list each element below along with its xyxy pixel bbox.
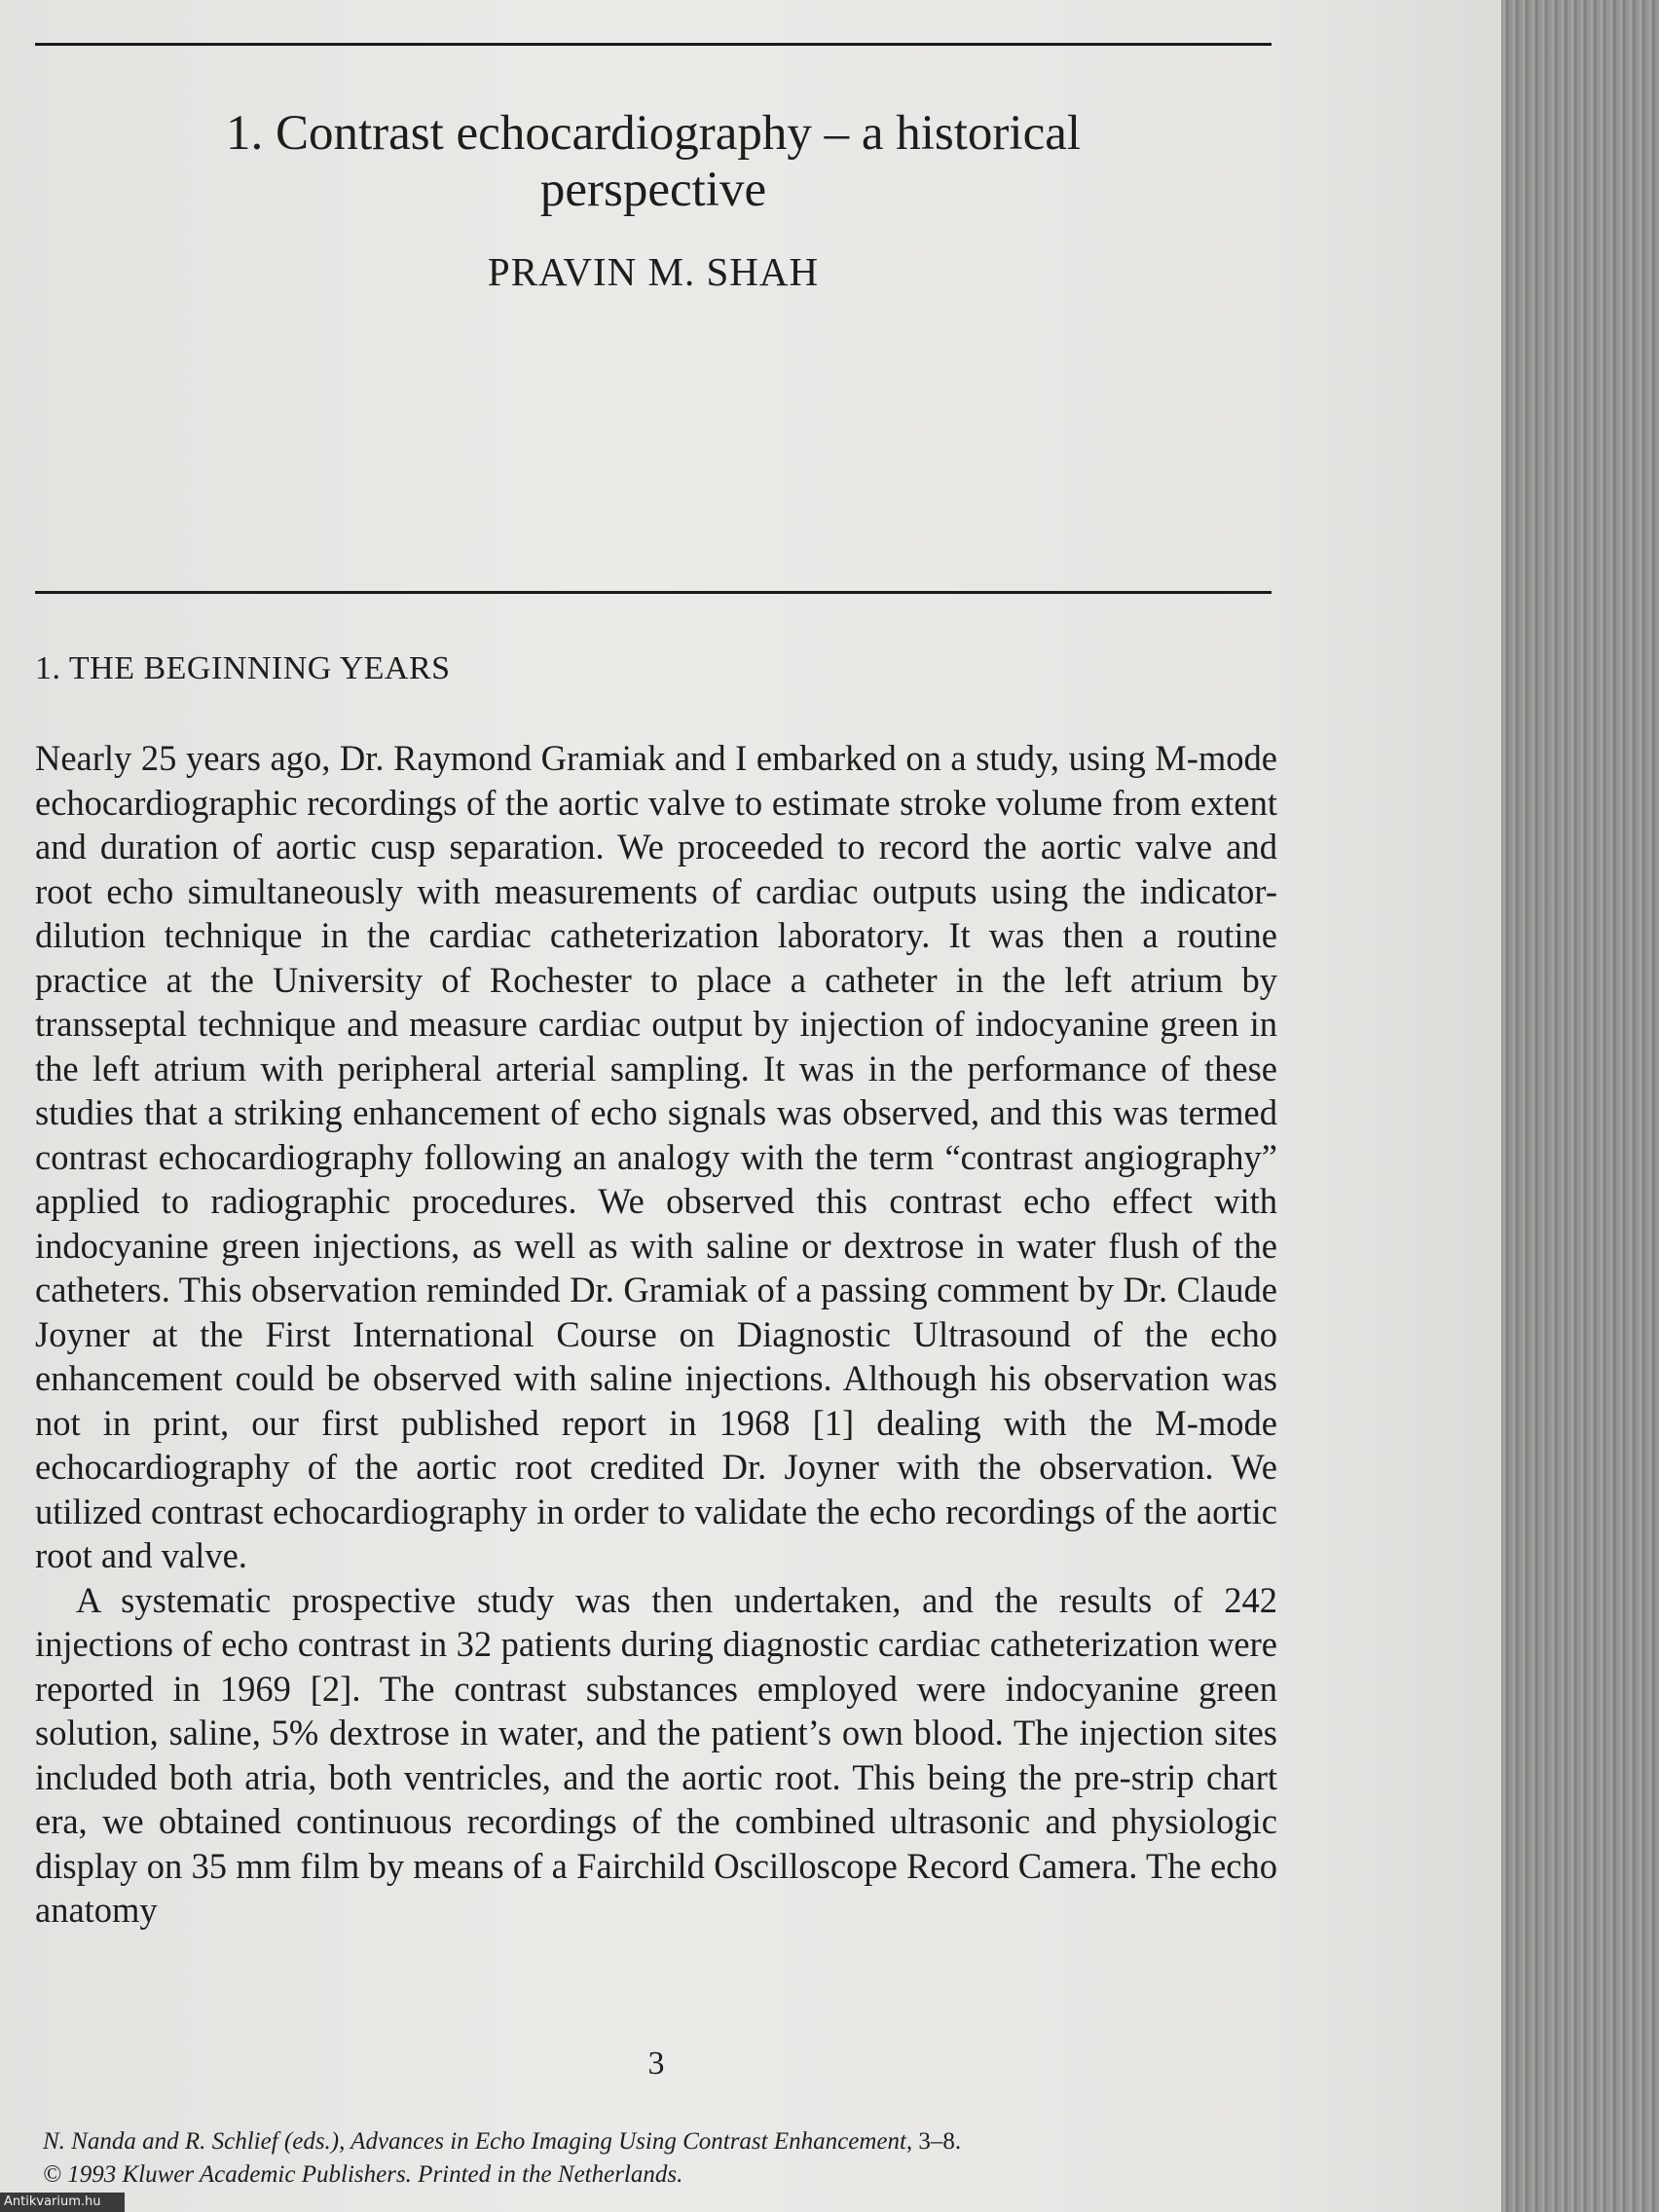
chapter-title-line-2: perspective <box>539 163 767 217</box>
section-heading: 1. THE BEGINNING YEARS <box>35 650 451 686</box>
chapter-title-line-1: 1. Contrast echocardiography – a historical <box>225 106 1082 161</box>
author-name: PRAVIN M. SHAH <box>487 249 820 294</box>
watermark: Antikvarium.hu <box>0 2193 125 2212</box>
chapter-title <box>35 105 1272 218</box>
top-rule <box>35 43 1272 46</box>
book-binding-edge <box>1501 0 1659 2212</box>
paragraph-2: A systematic prospective study was then undertaken, and the results of 242 injections of echo contrast in 32 patients during diagnostic cardiac catheterization were reported in 1969 [2]. The contrast substances employed were indocyanine green solution, saline, 5% dextrose in water, and the patient’s own blood. The injection sites included both atria, both ventricles, and the aortic root. This being the pre-strip chart era, we obtained continuous recordings of the combined ultrasonic and physiologic display on 35 mm film by means of a Fairchild Oscilloscope Record Camera. The echo anatomy <box>35 1579 1277 1930</box>
header-bottom-rule <box>35 591 1272 594</box>
footnote-copyright: © 1993 Kluwer Academic Publishers. Printed in the Netherlands. <box>43 2161 683 2188</box>
paragraph-1: Nearly 25 years ago, Dr. Raymond Gramiak and I embarked on a study, using M-mode echocardiographic recordings of the aortic valve to estimate stroke volume from extent and duration of aortic cusp separation. We proceeded to record the aortic valve and root echo simultaneously with measurements of cardiac outputs using the indicator-dilution technique in the cardiac catheterization laboratory. It was then a routine practice at the University of Rochester to place a catheter in the left atrium by transseptal technique and measure cardiac output by injection of indocyanine green in the left atrium with peripheral arterial sampling. It was in the performance of these studies that a striking enhancement of echo signals was observed, and this was termed contrast echocardiography following an analogy with the term “contrast angiography” applied to radiographic procedures. We observed this contrast echo effect with indocyanine green injections, as well as with saline or dextrose in water flush of the catheters. This observation reminded Dr. Gramiak of a passing comment by Dr. Claude Joyner at the First International Course on Diagnostic Ultrasound of the echo enhancement could be observed with saline injections. Although his observation was not in print, our first published report in 1968 [1] dealing with the M-mode echocardiography of the aortic root credited Dr. Joyner with the observation. We utilized contrast echocardiography in order to validate the echo recordings of the aortic root and valve. <box>35 738 1277 1575</box>
body-text <box>35 736 1277 1933</box>
page-number: 3 <box>647 2046 665 2082</box>
publication-footnote <box>43 2125 1279 2192</box>
footnote-citation: N. Nanda and R. Schlief (eds.), Advances in Echo Imaging Using Contrast Enhancement, 3–8. <box>43 2128 962 2155</box>
